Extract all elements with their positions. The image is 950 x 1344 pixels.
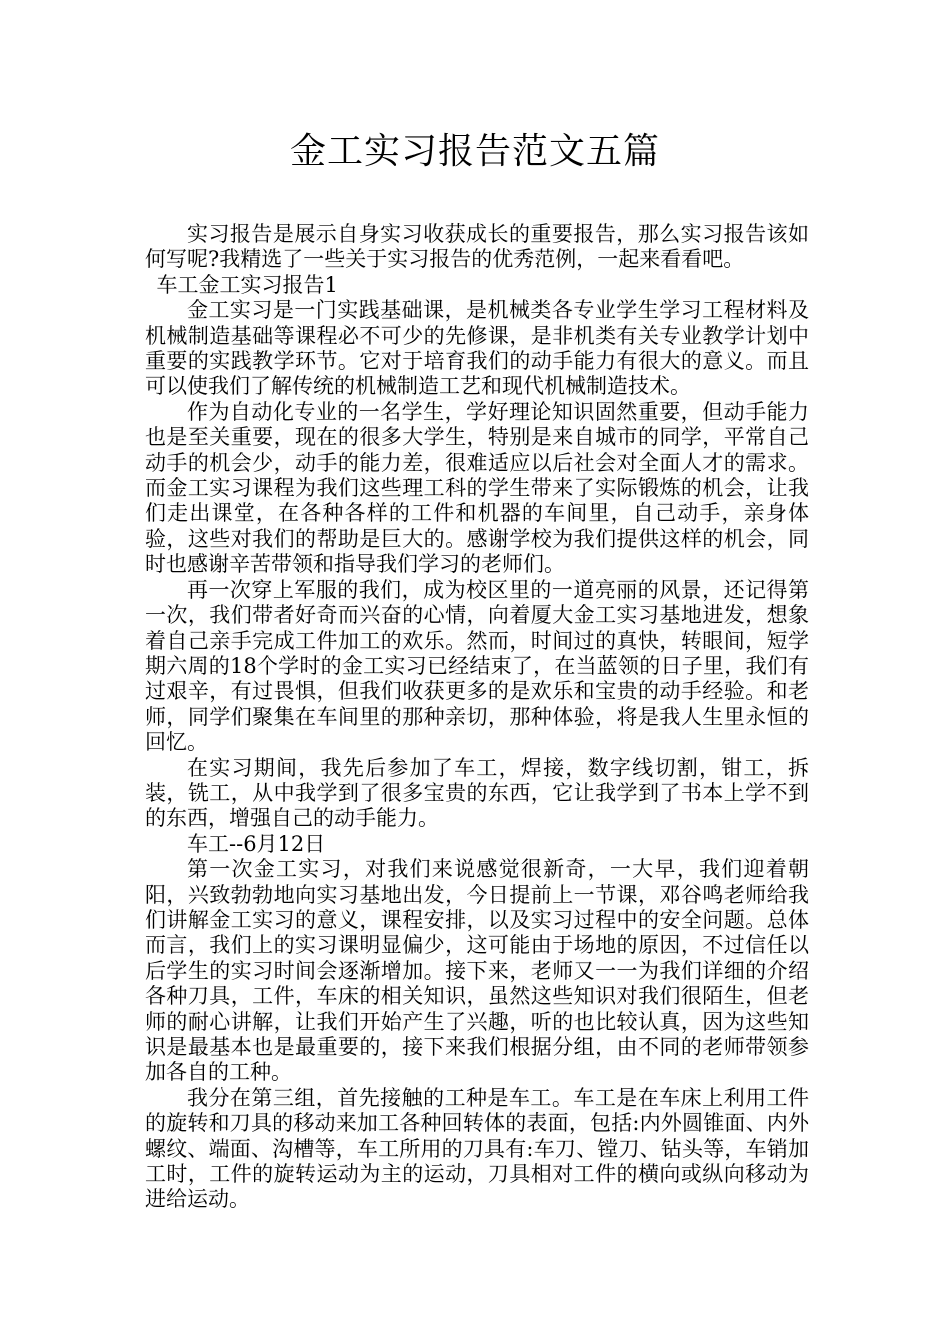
intro-paragraph: 实习报告是展示自身实习收获成长的重要报告，那么实习报告该如何写呢?我精选了一些关于实习报告的优秀范例，一起来看看吧。 — [145, 222, 809, 272]
document-body — [145, 222, 809, 1213]
body-paragraph: 在实习期间，我先后参加了车工，焊接，数字线切割，钳工，拆装，铣工，从中我学到了很多宝贵的东西，它让我学到了书本上学不到的东西，增强自己的动手能力。 — [145, 755, 809, 831]
body-paragraph: 作为自动化专业的一名学生，学好理论知识固然重要，但动手能力也是至关重要，现在的很多大学生，特别是来自城市的同学，平常自己动手的机会少，动手的能力差，很难适应以后社会对全面人才的需求。而金工实习课程为我们这些理工科的学生带来了实际锻炼的机会，让我们走出课堂，在各种各样的工件和机器的车间里，自己动手，亲身体验，这些对我们的帮助是巨大的。感谢学校为我们提供这样的机会，同时也感谢辛苦带领和指导我们学习的老师们。 — [145, 399, 809, 577]
body-paragraph: 我分在第三组，首先接触的工种是车工。车工是在车床上利用工件的旋转和刀具的移动来加工各种回转体的表面，包括:内外圆锥面、内外螺纹、端面、沟槽等，车工所用的刀具有:车刀、镗刀、钻头等，车销加工时，工件的旋转运动为主的运动，刀具相对工件的横向或纵向移动为进给运动。 — [145, 1085, 809, 1212]
dateline: 车工--6月12日 — [187, 831, 326, 856]
body-paragraph: 再一次穿上军服的我们，成为校区里的一道亮丽的风景，还记得第一次，我们带者好奇而兴奋的心情，向着厦大金工实习基地进发，想象着自己亲手完成工件加工的欢乐。然而，时间过的真快，转眼间，短学期六周的18个学时的金工实习已经结束了，在当蓝领的日子里，我们有过艰辛，有过畏惧，但我们收获更多的是欢乐和宝贵的动手经验。和老师，同学们聚集在车间里的那种亲切，那种体验，将是我人生里永恒的回忆。 — [145, 577, 809, 755]
body-paragraph: 金工实习是一门实践基础课，是机械类各专业学生学习工程材料及机械制造基础等课程必不可少的先修课，是非机类有关专业教学计划中重要的实践教学环节。它对于培育我们的动手能力有很大的意义。而且可以使我们了解传统的机械制造工艺和现代机械制造技术。 — [145, 298, 809, 399]
body-paragraph: 第一次金工实习，对我们来说感觉很新奇，一大早，我们迎着朝阳，兴致勃勃地向实习基地出发，今日提前上一节课，邓谷鸣老师给我们讲解金工实习的意义，课程安排，以及实习过程中的安全问题。总体而言，我们上的实习课明显偏少，这可能由于场地的原因，不过信任以后学生的实习时间会逐渐增加。接下来，老师又一一为我们详细的介绍各种刀具，工件，车床的相关知识，虽然这些知识对我们很陌生，但老师的耐心讲解，让我们开始产生了兴趣，听的也比较认真，因为这些知识是最基本也是最重要的，接下来我们根据分组，由不同的老师带领参加各自的工种。 — [145, 857, 809, 1085]
section-heading: 车工金工实习报告1 — [156, 272, 338, 297]
document-title: 金工实习报告范文五篇 — [289, 131, 660, 172]
